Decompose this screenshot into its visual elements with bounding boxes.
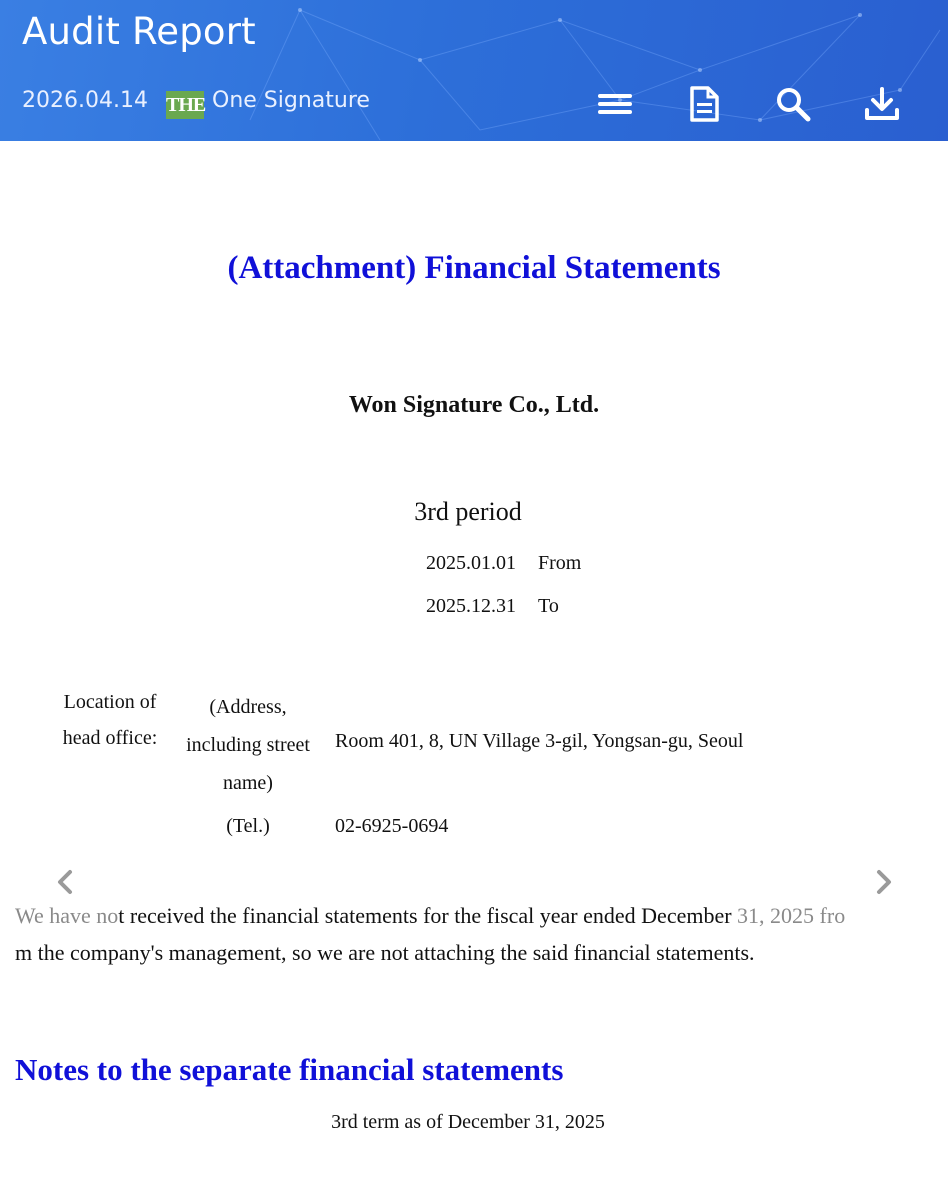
head-office-label-line2: head office: — [62, 727, 158, 749]
report-date: 2026.04.14 — [22, 88, 148, 113]
period-label: 3rd period — [414, 497, 522, 526]
next-page-button[interactable] — [873, 868, 895, 896]
chevron-left-icon — [54, 868, 76, 896]
head-office-label — [50, 684, 170, 756]
notes-title: Notes to the separate financial statements — [15, 1052, 564, 1087]
search-button[interactable] — [773, 84, 813, 124]
notice-faded-start: We have no — [15, 903, 119, 928]
download-button[interactable] — [862, 84, 902, 124]
chevron-right-icon — [873, 868, 895, 896]
document-icon — [687, 85, 721, 123]
address-value: Room 401, 8, UN Village 3-gil, Yongsan-gu, Seoul — [335, 730, 744, 752]
notice-faded-end: 31, 2025 fro — [737, 903, 846, 928]
tel-label: (Tel.) — [226, 815, 270, 837]
term-label: 3rd term as of December 31, 2025 — [331, 1111, 605, 1133]
address-label-line2: including street — [186, 734, 310, 756]
address-label — [175, 688, 321, 802]
app-title: Audit Report — [22, 10, 256, 53]
brand-name: One Signature — [212, 88, 370, 113]
document-button[interactable] — [684, 84, 724, 124]
logo-text: THE — [166, 94, 206, 116]
period-from-label: From — [538, 552, 582, 574]
head-office-label-line1: Location of — [63, 691, 157, 713]
search-icon — [774, 85, 812, 123]
address-label-line1: (Address, — [209, 696, 287, 718]
period-to-date: 2025.12.31 — [426, 595, 516, 617]
previous-page-button[interactable] — [54, 868, 76, 896]
tel-value: 02-6925-0694 — [335, 815, 449, 837]
notice-line2: m the company's management, so we are not attaching the said financial statements. — [15, 940, 755, 965]
period-to-label: To — [538, 595, 559, 617]
notice-main: t received the financial statements for the fiscal year ended December — [118, 903, 738, 928]
address-label-line3: name) — [223, 772, 273, 794]
document-title: (Attachment) Financial Statements — [227, 250, 721, 286]
menu-button[interactable] — [595, 84, 635, 124]
company-name: Won Signature Co., Ltd. — [348, 392, 600, 418]
notice-paragraph — [15, 897, 940, 971]
app-header — [0, 0, 948, 141]
download-icon — [864, 86, 900, 122]
company-logo — [166, 91, 212, 119]
menu-icon — [596, 89, 634, 119]
period-from-date: 2025.01.01 — [426, 552, 516, 574]
